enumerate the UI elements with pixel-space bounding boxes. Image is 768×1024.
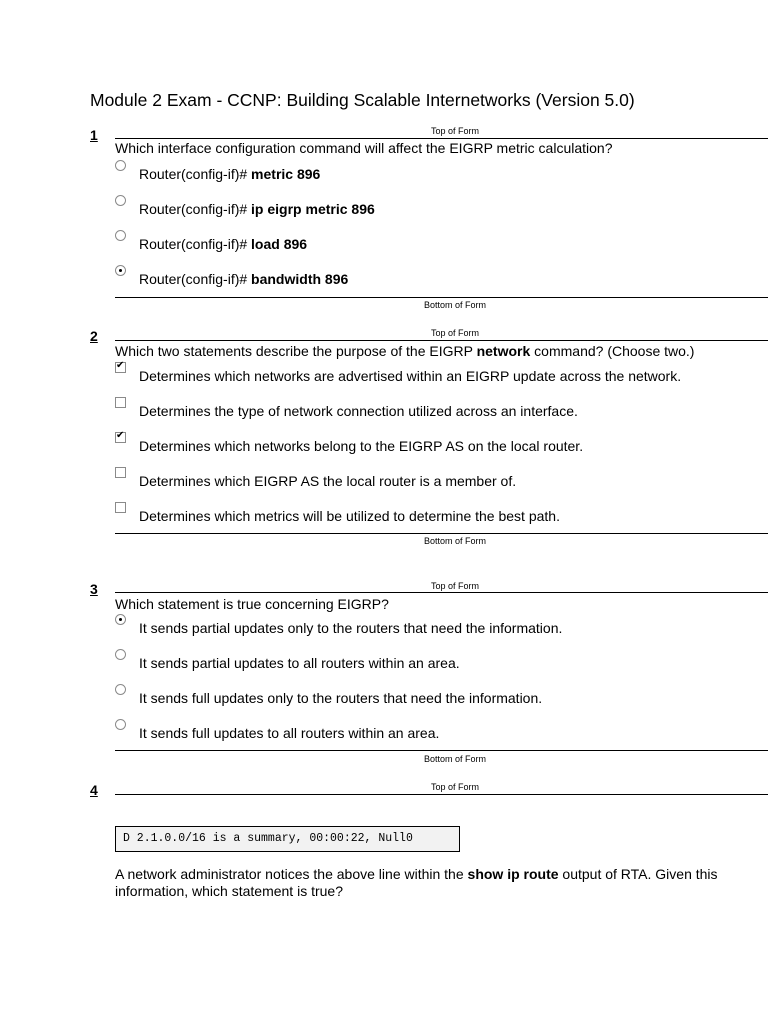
bottom-of-form-label: Bottom of Form (423, 300, 486, 310)
radio-button[interactable] (115, 230, 126, 241)
question-text-2: Which two statements describe the purpose of the EIGRP network command? (Choose two.) (115, 343, 695, 359)
page-title: Module 2 Exam - CCNP: Building Scalable Internetworks (Version 5.0) (90, 90, 635, 110)
radio-button[interactable] (115, 160, 126, 171)
bottom-of-form-label: Bottom of Form (423, 536, 486, 546)
top-of-form-label: Top of Form (430, 126, 479, 136)
option-label: It sends full updates only to the routers that need the information. (139, 690, 543, 706)
option-label: Determines which metrics will be utilized to determine the best path. (139, 508, 560, 524)
option-label: Determines which networks are advertised within an EIGRP update across the network. (139, 368, 682, 384)
form-divider (115, 340, 768, 341)
option-label: It sends partial updates to all routers within an area. (139, 655, 460, 671)
question-number-3: 3 (90, 581, 98, 597)
option-label: Determines which networks belong to the EIGRP AS on the local router. (139, 438, 584, 454)
form-divider (115, 794, 768, 795)
route-output-text: D 2.1.0.0/16 is a summary, 00:00:22, Null0 (123, 832, 413, 845)
option-label: It sends full updates to all routers within an area. (139, 725, 440, 741)
option-label: Determines which EIGRP AS the local router is a member of. (139, 473, 517, 489)
question-number-4: 4 (90, 782, 98, 798)
option-label: Determines the type of network connection utilized across an interface. (139, 403, 578, 419)
radio-button[interactable] (115, 684, 126, 695)
form-divider (115, 297, 768, 298)
form-divider (115, 138, 768, 139)
form-divider (115, 533, 768, 534)
option-label: Router(config-if)# metric 896 (139, 166, 321, 182)
question-text-4: A network administrator notices the above line within the show ip route output of RTA. Given this information, which statement is true? (115, 866, 718, 899)
top-of-form-label: Top of Form (430, 782, 479, 792)
option-label: Router(config-if)# ip eigrp metric 896 (139, 201, 375, 217)
top-of-form-label: Top of Form (430, 581, 479, 591)
question-number-1: 1 (90, 127, 98, 143)
question-text-3: Which statement is true concerning EIGRP? (115, 596, 389, 612)
radio-button[interactable] (115, 195, 126, 206)
form-divider (115, 592, 768, 593)
radio-button[interactable] (115, 649, 126, 660)
checkbox[interactable] (115, 397, 126, 408)
bottom-of-form-label: Bottom of Form (423, 754, 486, 764)
radio-button-selected[interactable] (115, 265, 126, 276)
question-text-1: Which interface configuration command will affect the EIGRP metric calculation? (115, 140, 613, 156)
radio-button[interactable] (115, 719, 126, 730)
option-label: Router(config-if)# load 896 (139, 236, 308, 252)
top-of-form-label: Top of Form (430, 328, 479, 338)
checkbox-checked[interactable] (115, 432, 126, 443)
checkbox-checked[interactable] (115, 362, 126, 373)
checkbox[interactable] (115, 502, 126, 513)
question-number-2: 2 (90, 328, 98, 344)
checkbox[interactable] (115, 467, 126, 478)
route-output-box (115, 826, 460, 852)
form-divider (115, 750, 768, 751)
option-label: Router(config-if)# bandwidth 896 (139, 271, 349, 287)
option-label: It sends partial updates only to the routers that need the information. (139, 620, 563, 636)
radio-button-selected[interactable] (115, 614, 126, 625)
